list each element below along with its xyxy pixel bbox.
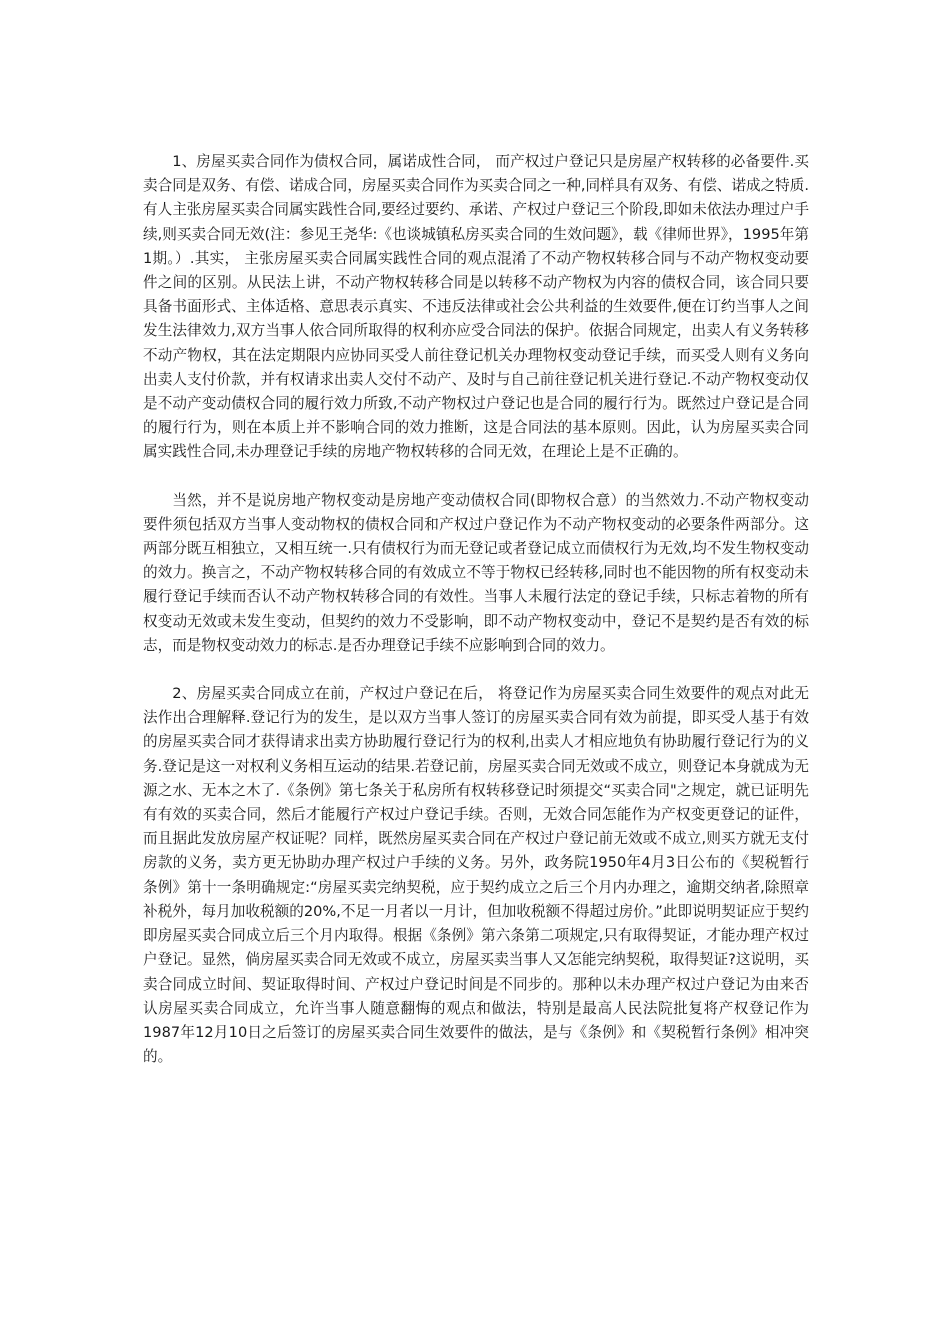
paragraph-1: 1、房屋买卖合同作为债权合同，属诺成性合同， 而产权过户登记只是房屋产权转移的必备要件.买卖合同是双务、有偿、诺成合同，房屋买卖合同作为买卖合同之一种,同样具有双务、有偿、诺成之特质.有人主张房屋买卖合同属实践性合同,要经过要约、承诺、产权过户登记三个阶段,即如未依法办理过户手续,则买卖合同无效(注：参见王尧华:《也谈城镇私房买卖合同的生效问题》，载《律师世界》，1995年第1期。）.其实， 主张房屋买卖合同属实践性合同的观点混淆了不动产物权转移合同与不动产物权变动要件之间的区别。从民法上讲，不动产物权转移合同是以转移不动产物权为内容的债权合同，该合同只要具备书面形式、主体适格、意思表示真实、不违反法律或社会公共利益的生效要件,便在订约当事人之间发生法律效力,双方当事人依合同所取得的权利亦应受合同法的保护。依据合同规定，出卖人有义务转移不动产物权，其在法定期限内应协同买受人前往登记机关办理物权变动登记手续，而买受人则有义务向出卖人支付价款，并有权请求出卖人交付不动产、及时与自己前往登记机关进行登记.不动产物权变动仅是不动产变动债权合同的履行效力所致,不动产物权过户登记也是合同的履行行为。既然过户登记是合同的履行行为，则在本质上并不影响合同的效力推断，这是合同法的基本原则。因此，认为房屋买卖合同属实践性合同,未办理登记手续的房地产物权转移的合同无效，在理论上是不正确的。: [143, 153, 810, 461]
document-body: [143, 150, 809, 1093]
paragraph-2: 当然，并不是说房地产物权变动是房地产变动债权合同(即物权合意）的当然效力.不动产物权变动要件须包括双方当事人变动物权的债权合同和产权过户登记作为不动产物权变动的必要条件两部分。这两部分既互相独立，又相互统一.只有债权行为而无登记或者登记成立而债权行为无效,均不发生物权变动的效力。换言之，不动产物权转移合同的有效成立不等于物权已经转移,同时也不能因物的所有权变动未履行登记手续而否认不动产物权转移合同的有效性。当事人未履行法定的登记手续，只标志着物的所有权变动无效或未发生变动，但契约的效力不受影响，即不动产物权变动中，登记不是契约是否有效的标志，而是物权变动效力的标志.是否办理登记手续不应影响到合同的效力。: [143, 491, 810, 654]
paragraph-3: 2、房屋买卖合同成立在前，产权过户登记在后， 将登记作为房屋买卖合同生效要件的观点对此无法作出合理解释.登记行为的发生，是以双方当事人签订的房屋买卖合同有效为前提，即买受人基于有效的房屋买卖合同才获得请求出卖方协助履行登记行为的权利,出卖人才相应地负有协助履行登记行为的义务.登记是这一对权利义务相互运动的结果.若登记前，房屋买卖合同无效或不成立，则登记本身就成为无源之水、无本之木了.《条例》第七条关于私房所有权转移登记时须提交“买卖合同"之规定，就已证明先有有效的买卖合同，然后才能履行产权过户登记手续。否则，无效合同怎能作为产权变更登记的证件，而且据此发放房屋产权证呢？同样，既然房屋买卖合同在产权过户登记前无效或不成立,则买方就无支付房款的义务，卖方更无协助办理产权过户手续的义务。另外，政务院1950年4月3日公布的《契税暂行条例》第十一条明确规定:“房屋买卖完纳契税，应于契约成立之后三个月内办理之，逾期交纳者,除照章补税外，每月加收税额的20%,不足一月者以一月计，但加收税额不得超过房价。”此即说明契证应于契约即房屋买卖合同成立后三个月内取得。根据《条例》第六条第二项规定,只有取得契证，才能办理产权过户登记。显然，倘房屋买卖合同无效或不成立，房屋买卖当事人又怎能完纳契税，取得契证?这说明，买卖合同成立时间、契证取得时间、产权过户登记时间是不同步的。那种以未办理产权过户登记为由来否认房屋买卖合同成立，允许当事人随意翻悔的观点和做法，特别是最高人民法院批复将产权登记作为1987年12月10日之后签订的房屋买卖合同生效要件的做法，是与《条例》和《契税暂行条例》相冲突的。: [143, 685, 810, 1066]
